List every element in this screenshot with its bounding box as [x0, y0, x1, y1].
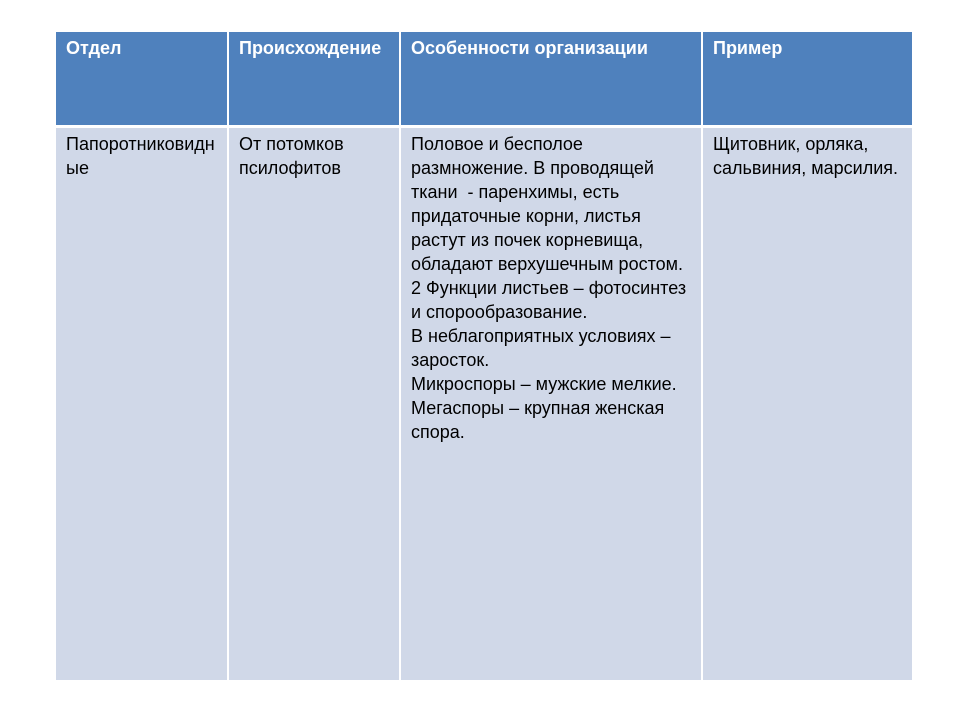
features-line: Мегаспоры – крупная женская спора. [411, 397, 670, 442]
features-line: Микроспоры – мужские мелкие. [411, 373, 677, 394]
cell-origin: От потомков псилофитов [228, 126, 400, 680]
header-features: Особенности организации [400, 32, 702, 126]
features-line: В неблагоприятных условиях – заросток. [411, 325, 676, 370]
plant-division-table [56, 32, 912, 680]
cell-features [400, 126, 702, 680]
cell-division: Папоротниковидные [56, 126, 228, 680]
header-origin: Происхождение [228, 32, 400, 126]
header-example: Пример [702, 32, 912, 126]
table-header-row [56, 32, 912, 126]
cell-example: Щитовник, орляка, сальвиния, марсилия. [702, 126, 912, 680]
header-division: Отдел [56, 32, 228, 126]
table-row [56, 126, 912, 680]
features-line: Половое и бесполое размножение. В проводящей ткани - паренхимы, есть придаточные корни, листья растут из почек корневища, обладают верхушечным ростом. 2 Функции листьев – фотосинтез и спорообразование. [411, 133, 694, 322]
